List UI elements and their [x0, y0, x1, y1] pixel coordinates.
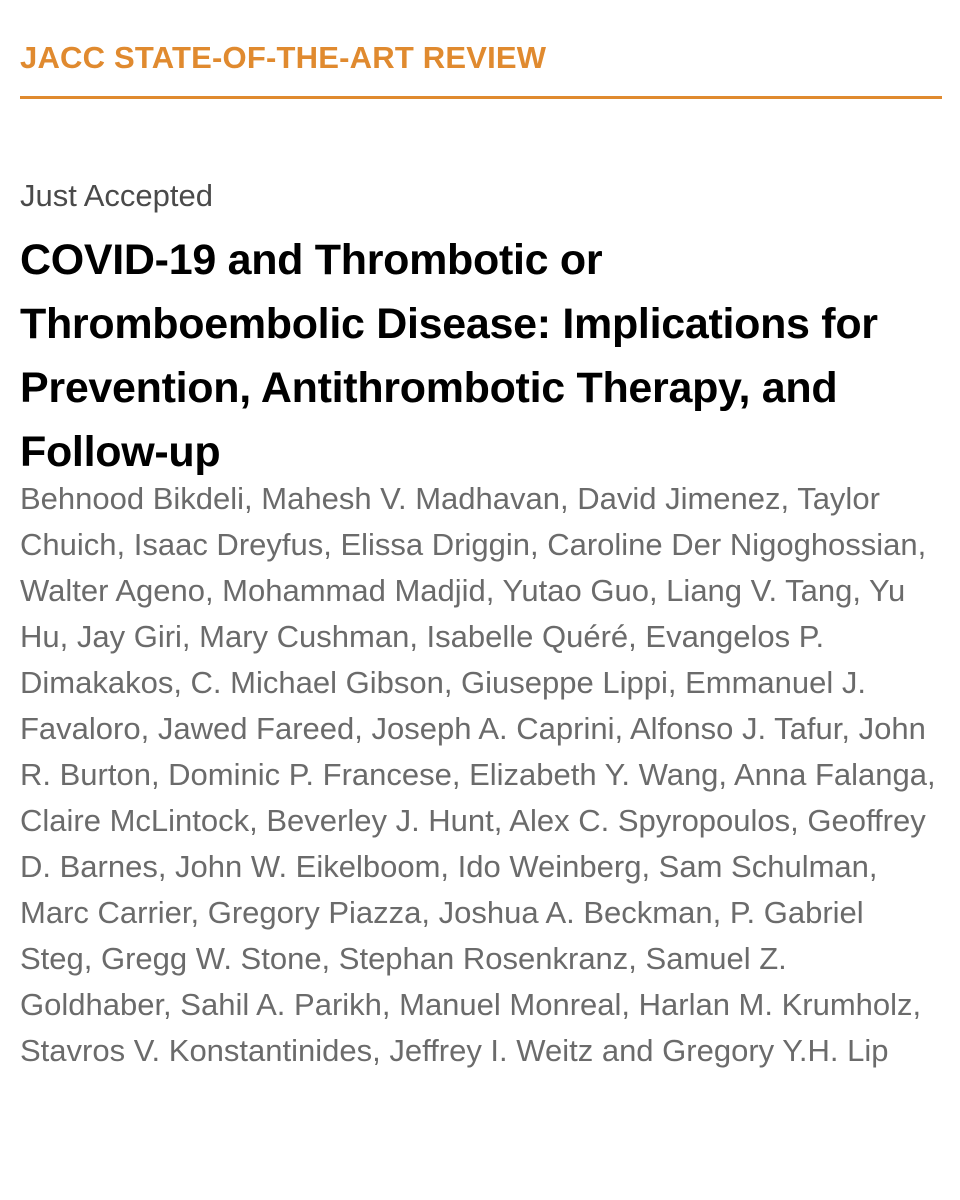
author-list: Behnood Bikdeli, Mahesh V. Madhavan, David Jimenez, Taylor Chuich, Isaac Dreyfus, Elissa Driggin, Caroline Der Nigoghossian, Walter Ageno, Mohammad Madjid, Yutao Guo, Liang V. Tang, Yu Hu, Jay Giri, Mary Cushman, Isabelle Quéré, Evangelos P. Dimakakos, C. Michael Gibson, Giuseppe Lippi, Emmanuel J. Favaloro, Jawed Fareed, Joseph A. Caprini, Alfonso J. Tafur, John R. Burton, Dominic P. Francese, Elizabeth Y. Wang, Anna Falanga, Claire McLintock, Beverley J. Hunt, Alex C. Spyropoulos, Geoffrey D. Barnes, John W. Eikelboom, Ido Weinberg, Sam Schulman, Marc Carrier, Gregory Piazza, Joshua A. Beckman, P. Gabriel Steg, Gregg W. Stone, Stephan Rosenkranz, Samuel Z. Goldhaber, Sahil A. Parikh, Manuel Monreal, Harlan M. Krumholz, Stavros V. Konstantinides, Jeffrey I. Weitz and Gregory Y.H. Lip [20, 481, 936, 1068]
publication-status: Just Accepted [20, 178, 214, 213]
header-divider [20, 96, 942, 99]
article-title[interactable]: COVID-19 and Thrombotic or Thromboembolic Disease: Implications for Prevention, Antithrombotic Therapy, and Follow-up [20, 236, 878, 476]
section-label: JACC STATE-OF-THE-ART REVIEW [20, 40, 547, 75]
